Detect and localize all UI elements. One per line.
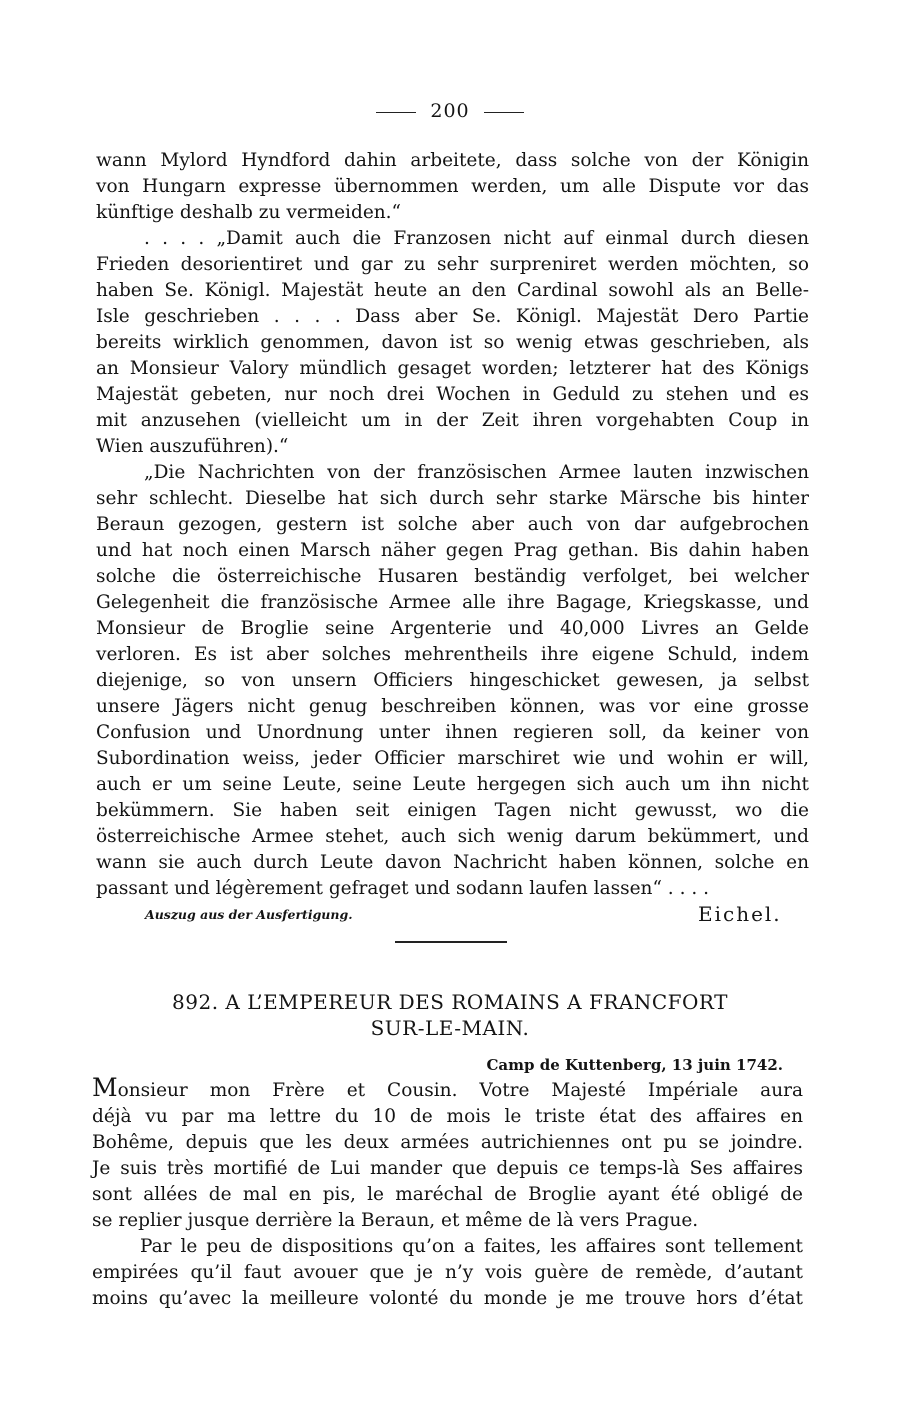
letter-continuation-body	[96, 148, 809, 902]
text-line: wann sie auch durch Leute davon Nachricht haben können, solche en	[96, 852, 809, 873]
text-line: Subordination weiss, jeder Officier marschiret wie und wohin er will,	[96, 748, 809, 769]
text-line: künftige deshalb zu vermeiden.“	[96, 202, 402, 223]
letter-heading	[130, 989, 770, 1041]
text-line: Bohême, depuis que les deux armées autrichiennes ont pu se joindre.	[92, 1132, 803, 1153]
text-line: se replier jusque derrière la Beraun, et même de là vers Prague.	[92, 1210, 699, 1231]
text-line: Je suis très mortifié de Lui mander que depuis ce temps-là Ses affaires	[92, 1158, 803, 1179]
text-line: Par le peu de dispositions qu’on a faites, les affaires sont tellement	[140, 1236, 803, 1257]
letter-dateline: Camp de Kuttenberg, 13 juin 1742.	[486, 1056, 783, 1074]
initial-letter: M	[92, 1073, 118, 1102]
folio-dash-left	[376, 112, 416, 113]
text-line: Majestät gebeten, nur noch drei Wochen in Geduld zu stehen und es	[96, 384, 809, 405]
text-line: verloren. Es ist aber solches mehrentheils ihre eigene Schuld, indem	[96, 644, 809, 665]
text-line: Frieden desorientiret und gar zu sehr surpreniret werden möchten, so	[96, 254, 809, 275]
text-line: wann Mylord Hyndford dahin arbeitete, dass solche von der Königin	[96, 150, 809, 171]
text-line: haben Se. Königl. Majestät heute an den Cardinal sowohl als an Belle-	[96, 280, 809, 301]
text-line: auch er um seine Leute, seine Leute hergegen sich auch um ihn nicht	[96, 774, 809, 795]
text-line: bekümmern. Sie haben seit einigen Tagen nicht gewusst, wo die	[96, 800, 809, 821]
signature: Eichel.	[698, 902, 782, 926]
text-line: Wien auszuführen).“	[96, 436, 289, 457]
text-line	[92, 1073, 803, 1104]
section-divider	[395, 941, 507, 943]
text-line: diejenige, so von unsern Officiers hingeschicket gewesen, ja selbst	[96, 670, 809, 691]
source-note: Auszug aus der Ausfertigung.	[145, 907, 353, 922]
text-line: von Hungarn expresse übernommen werden, um alle Dispute vor das	[96, 176, 809, 197]
text-line: solche die österreichische Husaren beständig verfolget, bei welcher	[96, 566, 809, 587]
text-line: Monsieur de Broglie seine Argenterie und 40,000 Livres an Gelde	[96, 618, 809, 639]
page-number-text: 200	[430, 100, 470, 122]
text-line: déjà vu par ma lettre du 10 de mois le triste état des affaires en	[92, 1106, 803, 1127]
text-line: Isle geschrieben . . . . Dass aber Se. Königl. Majestät Dero Partie	[96, 306, 809, 327]
letter-heading-line1: 892. A L’EMPEREUR DES ROMAINS A FRANCFORT	[172, 990, 728, 1014]
letter-892-body	[92, 1073, 803, 1312]
text-line: moins qu’avec la meilleure volonté du monde je me trouve hors d’état	[92, 1288, 803, 1309]
text-line: Beraun gezogen, gestern ist solche aber auch von dar aufgebrochen	[96, 514, 809, 535]
text-line: und hat noch einen Marsch näher gegen Prag gethan. Bis dahin haben	[96, 540, 809, 561]
text-line-rest: onsieur mon Frère et Cousin. Votre Majesté Impériale aura	[117, 1080, 803, 1101]
text-line: österreichische Armee stehet, auch sich wenig darum bekümmert, und	[96, 826, 809, 847]
page-number	[0, 100, 900, 122]
letter-heading-line2: SUR-LE-MAIN.	[370, 1016, 530, 1040]
text-line: sont allées de mal en pis, le maréchal de Broglie ayant été obligé de	[92, 1184, 803, 1205]
text-line: „Die Nachrichten von der französischen Armee lauten inzwischen	[144, 462, 809, 483]
text-line: unsere Jägers nicht genug beschreiben können, was vor eine grosse	[96, 696, 809, 717]
text-line: an Monsieur Valory mündlich gesaget worden; letzterer hat des Königs	[96, 358, 809, 379]
text-line: . . . . „Damit auch die Franzosen nicht auf einmal durch diesen	[144, 228, 809, 249]
text-line: sehr schlecht. Dieselbe hat sich durch sehr starke Märsche bis hinter	[96, 488, 809, 509]
folio-dash-right	[484, 112, 524, 113]
text-line: Gelegenheit die französische Armee alle ihre Bagage, Kriegskasse, und	[96, 592, 809, 613]
text-line: passant und légèrement gefraget und sodann laufen lassen“ . . . .	[96, 878, 709, 899]
text-line: mit anzusehen (vielleicht um in der Zeit ihren vorgehabten Coup in	[96, 410, 809, 431]
text-line: bereits wirklich genommen, davon ist so wenig etwas geschrieben, als	[96, 332, 809, 353]
text-line: empirées qu’il faut avouer que je n’y vois guère de remède, d’autant	[92, 1262, 803, 1283]
text-line: Confusion und Unordnung unter ihnen regieren soll, da keiner von	[96, 722, 809, 743]
